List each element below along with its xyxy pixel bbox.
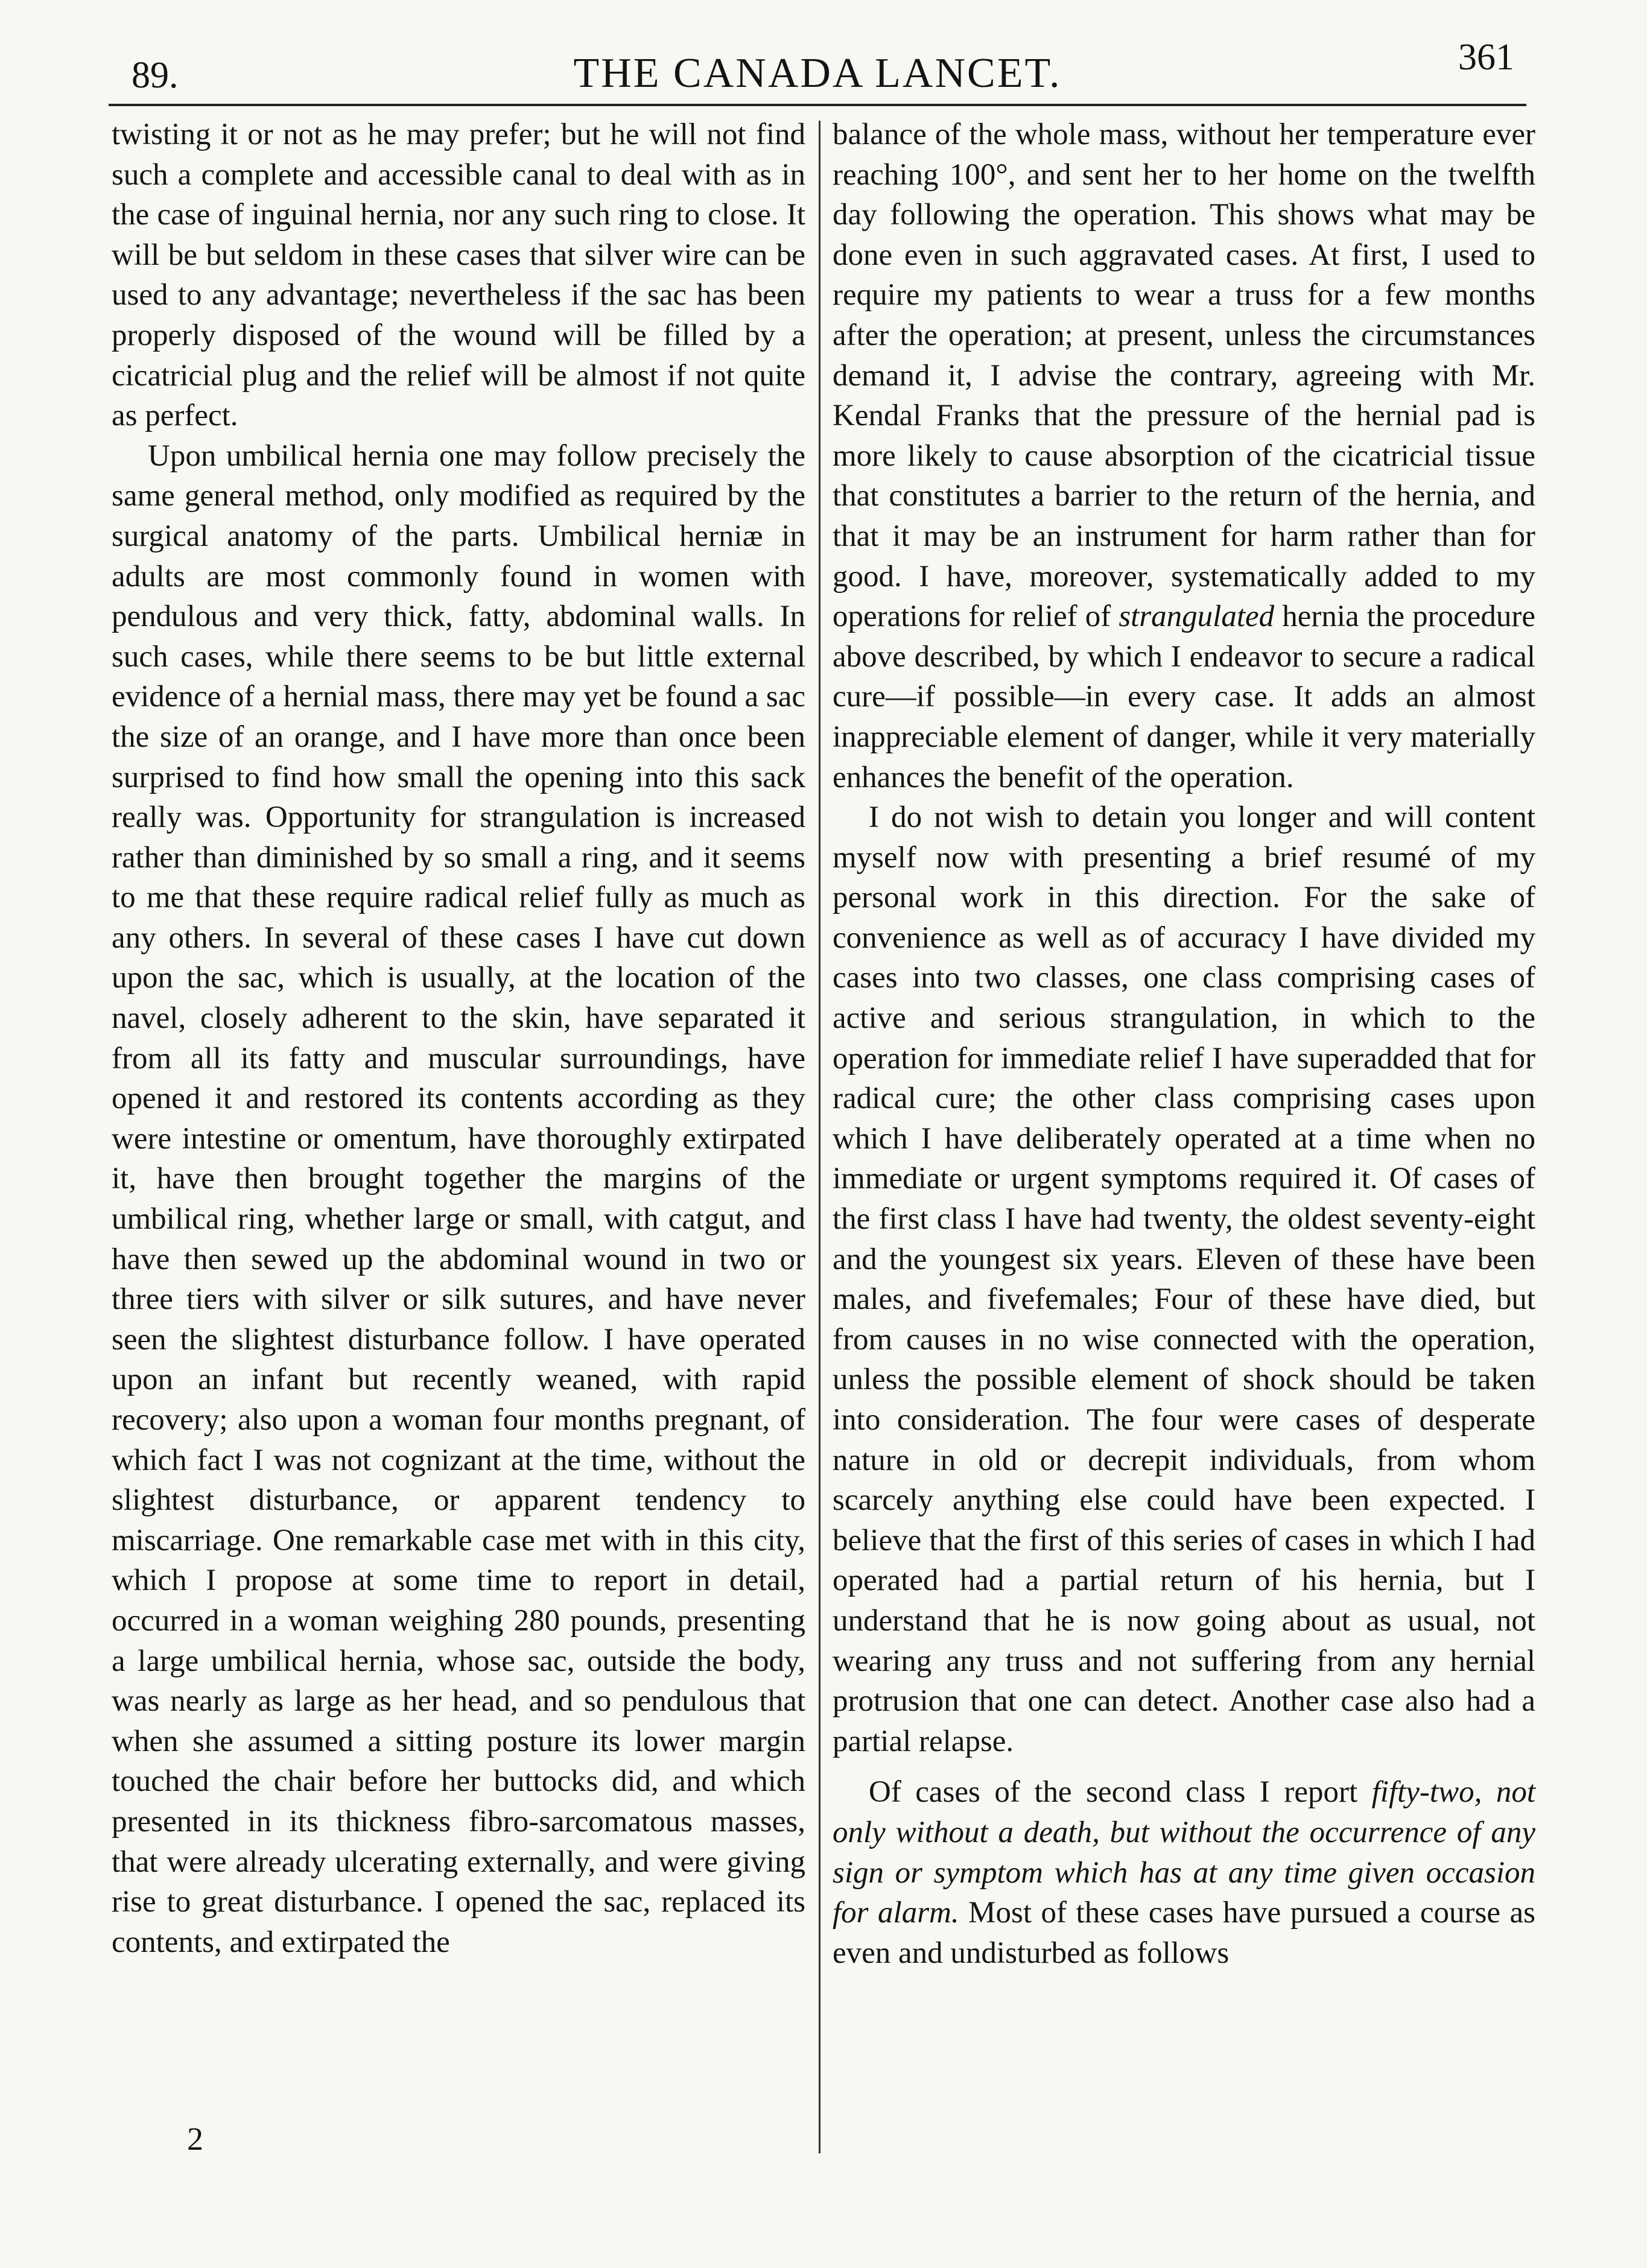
right-p1-rest: hernia the procedure above described, by which I endeavor to secure a radical cure—if possible—in every case. It adds an almost inappreciable element of danger, while it very materially enhances the benefit of the operation. [833,600,1536,794]
right-p1-italic: strangulated [1119,600,1275,634]
header-rule [109,104,1526,106]
right-column [833,115,1535,1973]
right-paragraph-3 [833,1772,1535,1973]
right-p1-text: balance of the whole mass, without her temperature ever reaching 100°, and sent her to her home on the twelfth day following the operation. This shows what may be done even in such aggravated cases. At first, I used to require my patients to wear a truss for a few months after the operation; at present, unless the circumstances demand it, I advise the contrary, agreeing with Mr. Kendal Franks that the pressure of the hernial pad is more likely to cause absorption of the cicatricial tissue that constitutes a barrier to the return of the hernia, and that it may be an instrument for harm rather than for good. I have, moreover, systematically added to my operations for relief of [833,118,1535,634]
signature-mark: 2 [187,2121,203,2157]
page-number: 361 [1458,37,1514,78]
right-p3-start: Of cases of the second class I report [869,1775,1358,1810]
column-divider [819,121,820,2153]
left-paragraph-2: Upon umbilical hernia one may follow precisely the same general method, only modified as required by the surgical anatomy of the parts. Umbilical herniæ in adults are most commonly found in women with pendulous and very thick, fatty, abdominal walls. In such cases, while there seems to be but little external evidence of a hernial mass, there may yet be found a sac the size of an orange, and I have more than once been surprised to find how small the opening into this sack really was. Opportunity for strangulation is increased rather than diminished by so small a ring, and it seems to me that these require radical relief fully as much as any others. In several of these cases I have cut down upon the sac, which is usually, at the location of the navel, closely adherent to the skin, have separated it from all its fatty and muscular surroundings, have opened it and restored its contents according as they were intestine or omentum, have thoroughly extirpated it, have then brought together the margins of the umbilical ring, whether large or small, with catgut, and have then sewed up the abdominal wound in two or three tiers with silver or silk sutures, and have never seen the slightest disturbance follow. I have operated upon an infant but recently weaned, with rapid recovery; also upon a woman four months pregnant, of which fact I was not cognizant at the time, without the slightest disturbance, or apparent tendency to miscarriage. One remarkable case met with in this city, which I propose at some time to report in detail, occurred in a woman weighing 280 pounds, presenting a large umbilical hernia, whose sac, outside the body, was nearly as large as her head, and so pendulous that when she assumed a sitting posture its lower margin touched the chair before her buttocks did, and which presented in its thickness fibro-sarcomatous masses, that were already ulcerating externally, and were giving rise to great disturbance. I opened the sac, replaced its contents, and extirpated the [112,439,805,1959]
left-paragraph-1: twisting it or not as he may prefer; but he will not find such a complete and accessible canal to deal with as in the case of inguinal hernia, nor any such ring to close. It will be but seldom in these cases that silver wire can be used to any advantage; nevertheless if the sac has been properly disposed of the wound will be filled by a cicatricial plug and the relief will be almost if not quite as perfect. [112,118,805,433]
right-paragraph-1 [833,115,1535,797]
right-paragraph-2: I do not wish to detain you longer and will content myself now with presenting a brief resumé of my personal work in this direction. For the sake of convenience as well as of accuracy I have divided my cases into two classes, one class comprising cases of active and serious strangulation, in which to the operation for immediate relief I have superadded that for radical cure; the other class comprising cases upon which I have deliberately operated at a time when no immediate or urgent symptoms required it. Of cases of the first class I have had twenty, the oldest seventy-eight and the youngest six years. Eleven of these have been males, and fivefemales; Four of these have died, but from causes in no wise connected with the operation, unless the possible element of shock should be taken into consideration. The four were cases of desperate nature in old or decrepit individuals, from whom scarcely anything else could have been expected. I believe that the first of this series of cases in which I had operated had a partial return of his hernia, but I understand that he is now going about as usual, not wearing any truss and not suffering from any hernial protrusion that one can detect. Another case also had a partial relapse. [833,800,1535,1758]
page-header [109,36,1526,121]
paragraph-gap [833,1761,1535,1772]
volume-number: 89. [132,55,179,96]
journal-title: THE CANADA LANCET. [573,50,1062,97]
right-p3-rest: Most of these cases have pursued a course as even and undisturbed as follows [833,1896,1536,1970]
right-p3-italic: fifty-two, not only without a death, but without the occurrence of any sign or symptom which has at any time given occasion for alarm. [833,1775,1536,1930]
left-column [112,115,805,1962]
